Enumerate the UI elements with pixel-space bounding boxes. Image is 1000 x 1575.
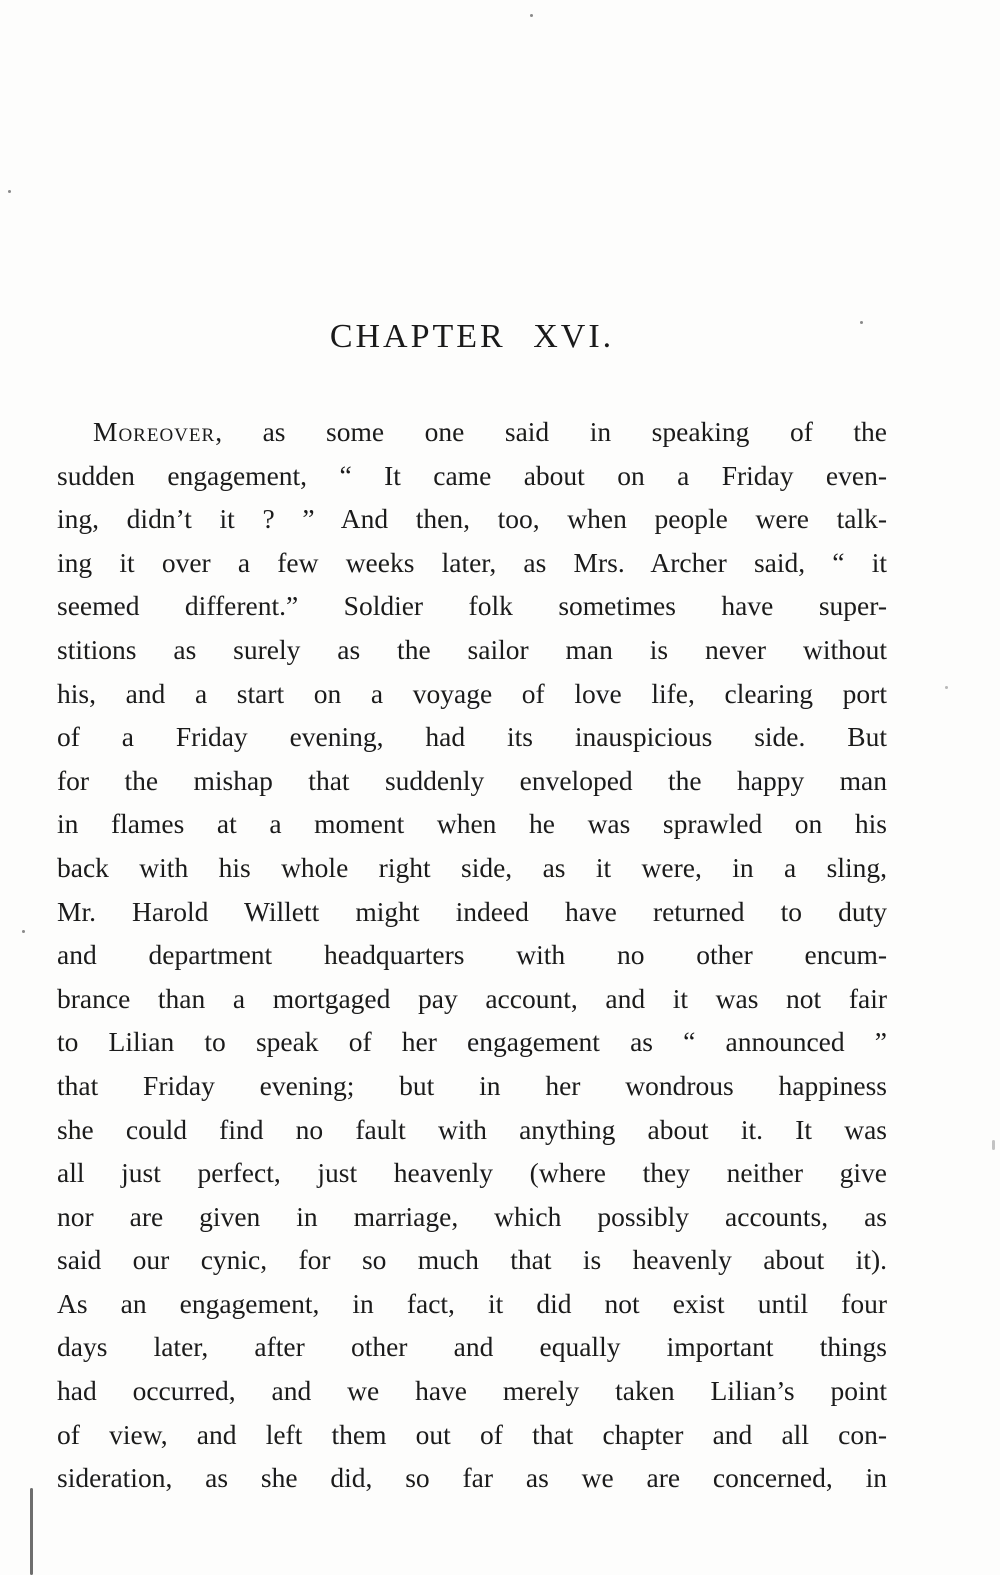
scan-speck [22,930,25,933]
text-line: said our cynic, for so much that is heavenly about it). [57,1244,887,1276]
text-line: brance than a mortgaged pay account, and it was not fair [57,982,887,1014]
scan-speck [992,1140,995,1150]
text-line: his, and a start on a voyage of love life, clearing port [57,677,887,709]
text-line: and department headquarters with no other encum- [57,939,887,971]
text-line [57,410,887,454]
scan-speck [8,190,11,193]
text-line: stitions as surely as the sailor man is never without [57,633,887,665]
chapter-heading: CHAPTER XVI. [329,318,615,355]
text-line: back with his whole right side, as it were, in a sling, [57,851,887,883]
text-line: she could find no fault with anything about it. It was [57,1113,887,1145]
scan-edge-mark [30,1488,33,1575]
lead-word: Moreover [93,416,216,447]
text-block [57,318,887,1500]
text-line: days later, after other and equally important things [57,1331,887,1363]
text-line: ing, didn’t it ? ” And then, too, when people were talk- [57,503,887,535]
paragraph [57,410,887,1500]
text-line: ing it over a few weeks later, as Mrs. Archer said, “ it [57,546,887,578]
text-line: that Friday evening; but in her wondrous happiness [57,1069,887,1101]
text-line: in flames at a moment when he was sprawled on his [57,808,887,840]
text-line: Mr. Harold Willett might indeed have returned to duty [57,895,887,927]
text-line: had occurred, and we have merely taken Lilian’s point [57,1375,887,1407]
text-line: sideration, as she did, so far as we are concerned, in [57,1462,887,1494]
text-line: of a Friday evening, had its inauspicious side. But [57,721,887,753]
scan-speck [945,686,948,689]
text-line: nor are given in marriage, which possibly accounts, as [57,1200,887,1232]
first-line-rest: , as some one said in speaking of the [215,416,887,447]
text-line: of view, and left them out of that chapter and all con- [57,1418,887,1450]
text-line: for the mishap that suddenly enveloped the happy man [57,764,887,796]
scan-speck [530,14,533,17]
text-line: sudden engagement, “ It came about on a Friday even- [57,459,887,491]
text-line: As an engagement, in fact, it did not exist until four [57,1287,887,1319]
text-line: all just perfect, just heavenly (where they neither give [57,1157,887,1189]
text-line: seemed different.” Soldier folk sometimes have super- [57,590,887,622]
text-line: to Lilian to speak of her engagement as “ announced ” [57,1026,887,1058]
